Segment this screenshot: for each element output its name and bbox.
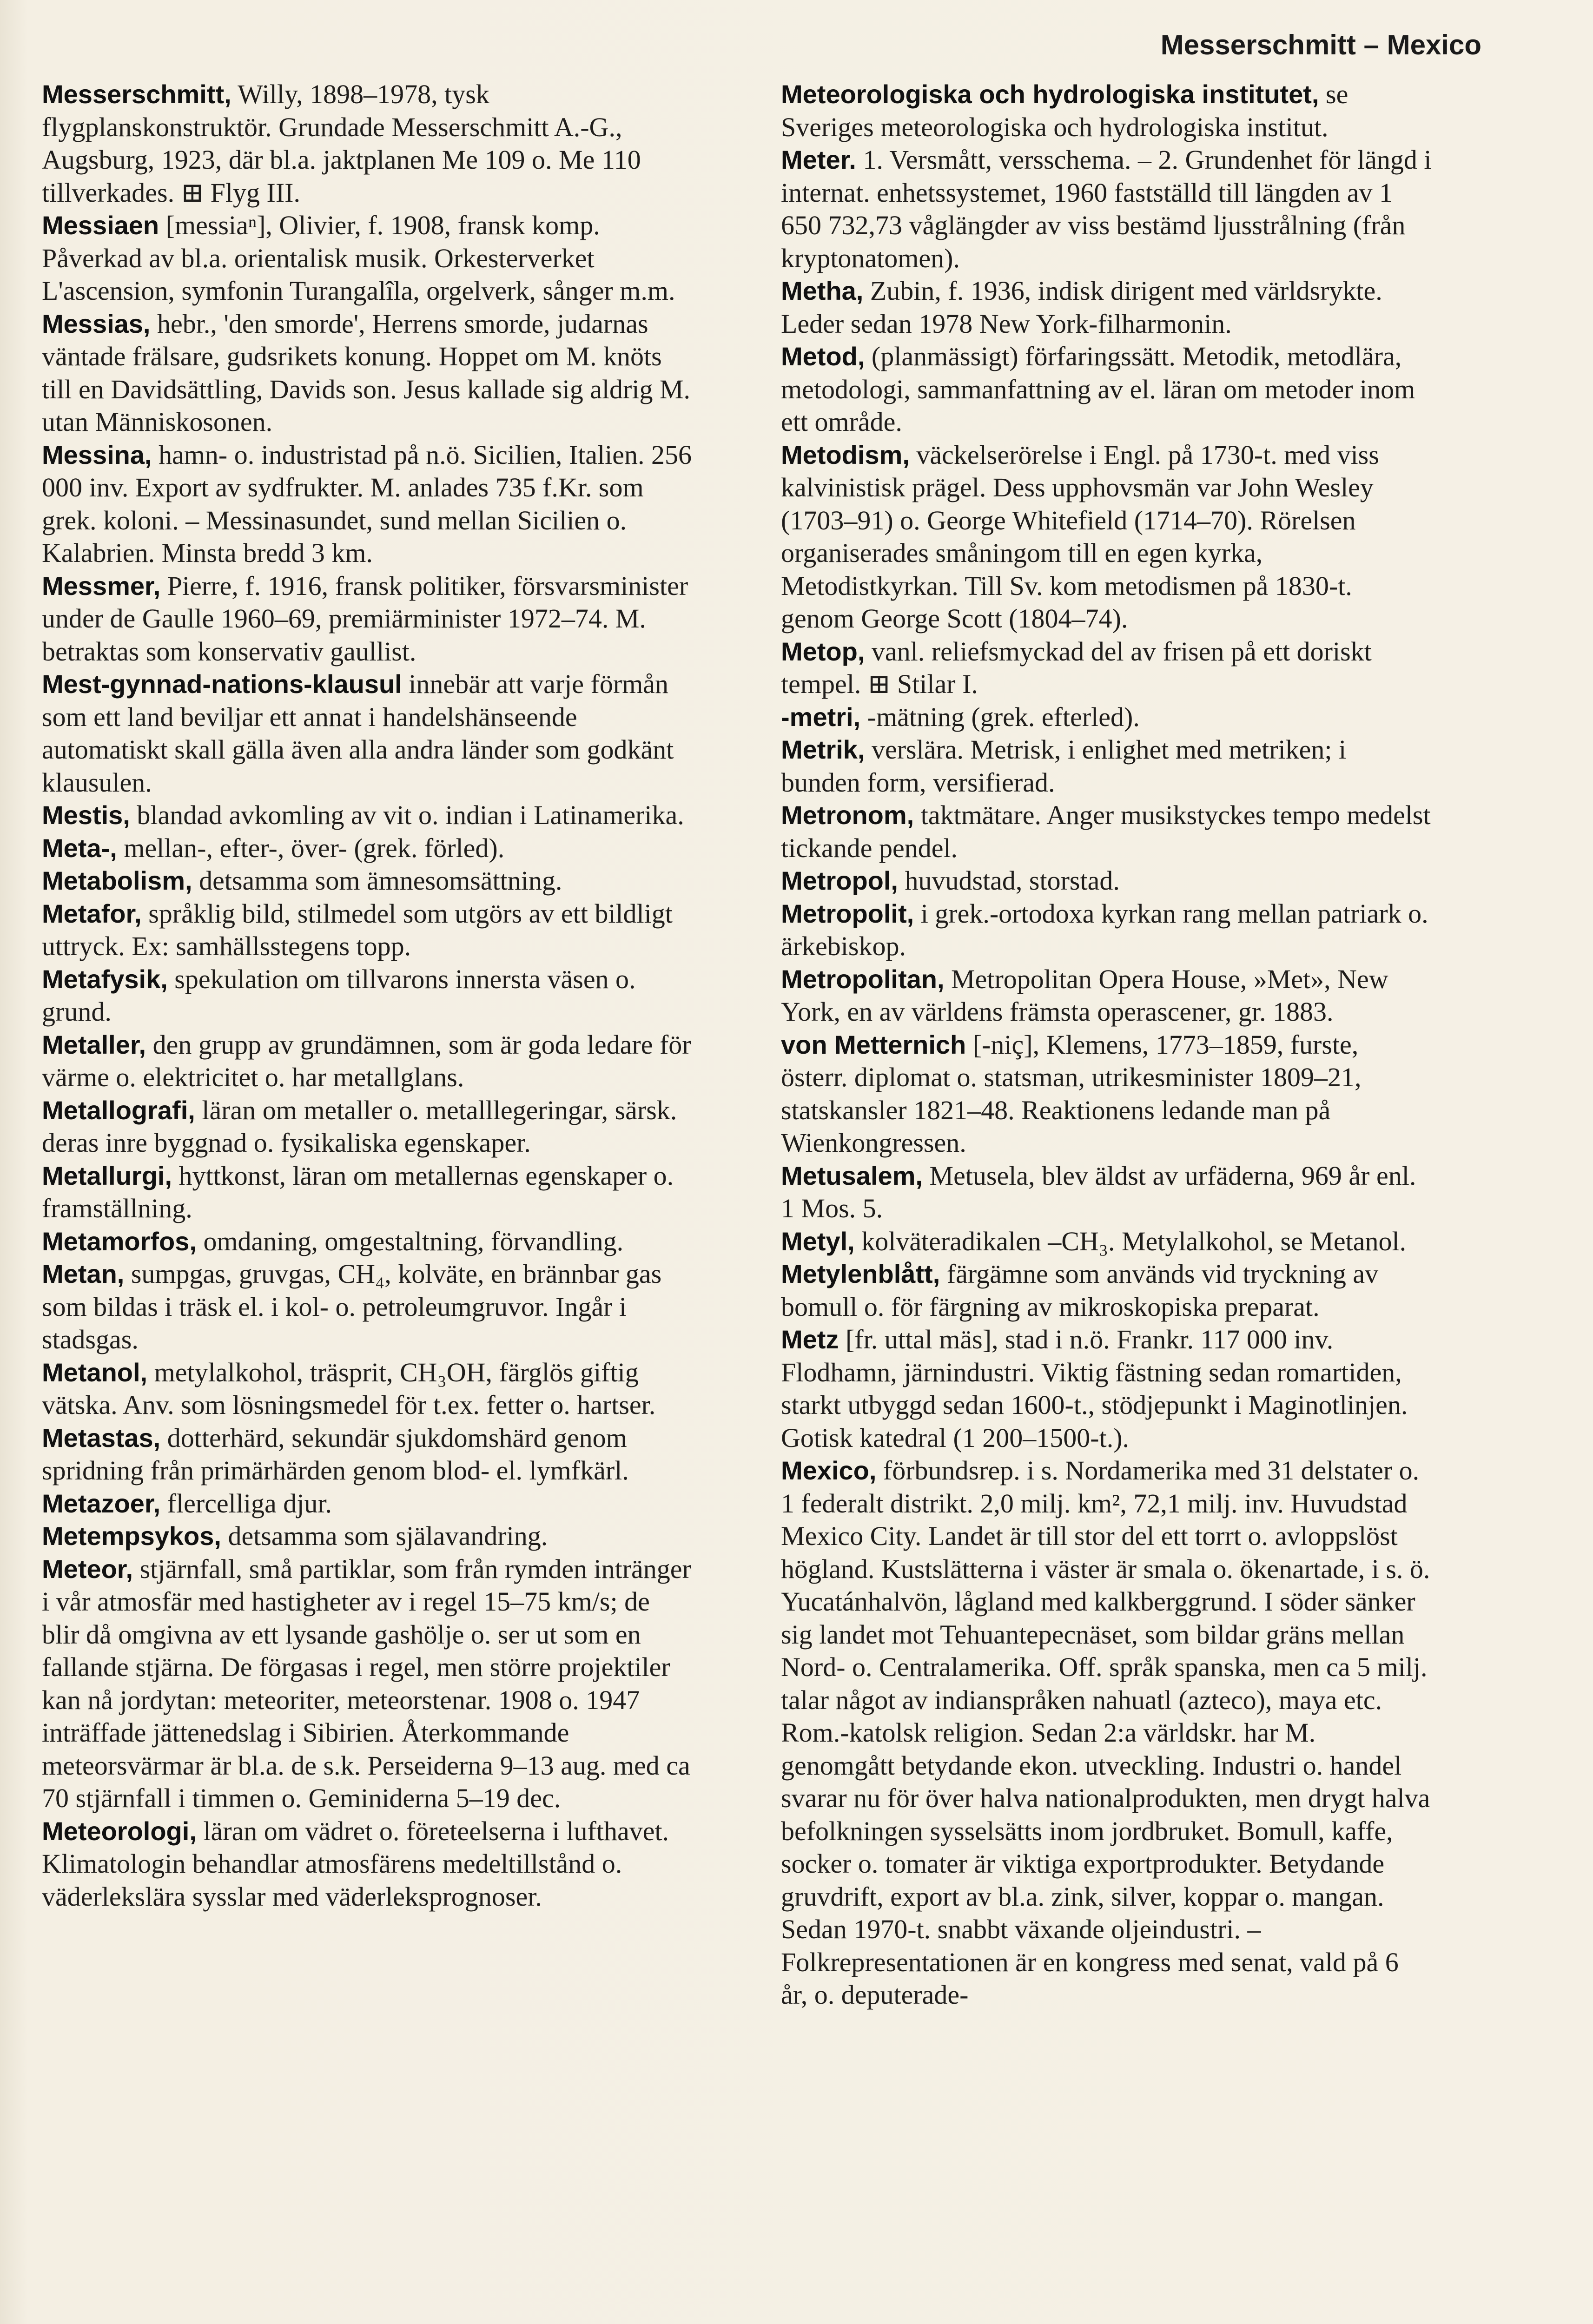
entry-headword: Metabolism, (42, 866, 192, 895)
entry-definition: flercelliga djur. (160, 1488, 332, 1519)
dictionary-entry (781, 340, 1432, 439)
dictionary-entry (781, 1323, 1432, 1454)
dictionary-entry (42, 898, 693, 963)
entry-definition: läran om vädret o. företeelserna i lufthavet. Klimatologin behandlar atmosfärens medeltillstånd o. väderlekslära sysslar med väderleksprognoser. (42, 1816, 669, 1912)
entry-headword: Metafysik, (42, 964, 168, 994)
entry-definition: blandad avkomling av vit o. indian i Latinamerika. (130, 800, 684, 830)
dictionary-entry (42, 1553, 693, 1815)
entry-definition: väckelserörelse i Engl. på 1730-t. med viss kalvinistisk prägel. Dess upphovsmän var John Wesley (1703–91) o. George Whitefield (1714–70). Rörelsen organiserades småningom till en egen kyrka, Metodistkyrkan. Till Sv. kom metodismen på 1830-t. genom George Scott (1804–74). (781, 439, 1379, 634)
dictionary-entry (42, 308, 693, 439)
entry-headword: Meteorologi, (42, 1816, 197, 1846)
entry-definition: hebr., 'den smorde', Herrens smorde, judarnas väntade frälsare, gudsrikets konung. Hoppet om M. knöts till en Davidsättling, Davids son. Jesus kallade sig aldrig M. utan Människosonen. (42, 308, 691, 437)
entry-headword: Metod, (781, 342, 865, 371)
entry-headword: Metop, (781, 636, 865, 666)
entry-definition: hamn- o. industristad på n.ö. Sicilien, Italien. 256 000 inv. Export av sydfrukter. M. anlades 735 f.Kr. som grek. koloni. – Messinasundet, sund mellan Sicilien o. Kalabrien. Minsta bredd 3 km. (42, 439, 692, 568)
dictionary-entry (781, 1454, 1432, 2012)
entry-headword: Messmer, (42, 571, 161, 601)
dictionary-entry (781, 963, 1432, 1029)
entry-headword: Messina, (42, 440, 152, 469)
entry-definition: [-niç], Klemens, 1773–1859, furste, österr. diplomat o. statsman, utrikesminister 1809–21, statskansler 1821–48. Reaktionens ledande man på Wienkongressen. (781, 1029, 1362, 1158)
dictionary-entry (781, 1029, 1432, 1160)
entry-definition: huvudstad, storstad. (898, 865, 1120, 896)
dictionary-entry (781, 78, 1432, 144)
entry-definition: (planmässigt) förfaringssätt. Metodik, metodlära, metodologi, sammanfattning av el. läran om metoder inom ett område. (781, 341, 1415, 437)
dictionary-entry (42, 799, 693, 832)
entry-headword: Metallografi, (42, 1095, 195, 1125)
entry-definition: förbundsrep. i s. Nordamerika med 31 delstater o. 1 federalt distrikt. 2,0 milj. km², 72,1 milj. inv. Huvudstad Mexico City. Landet är till stor del ett torrt o. avloppslöst högland. Kustslätterna i väster är smala o. ökenartade, i s. ö. Yucatánhalvön, lågland med kalkberggrund. I söder sänker sig landet mot Tehuantepecnäset, som bildar gräns mellan Nord- o. Centralamerika. Off. språk spanska, men ca 5 milj. talar något av indianspråken nahuatl (azteco), maya etc. Rom.-katolsk religion. Sedan 2:a världskr. har M. genomgått betydande ekon. utveckling. Industri o. handel svarar nu för över halva nationalprodukten, men drygt halva befolkningen sysselsätts inom jordbruket. Bomull, kaffe, socker o. tomater är viktiga exportprodukter. Betydande gruvdrift, export av bl.a. zink, silver, koppar o. mangan. Sedan 1970-t. snabbt växande oljeindustri. – Folkrepresentationen är en kongress med senat, vald på 6 år, o. deputerade- (781, 1455, 1430, 2010)
dictionary-entry (781, 144, 1432, 275)
running-head: Messerschmitt – Mexico (1160, 29, 1481, 60)
entry-headword: Metempsykos, (42, 1521, 221, 1551)
dictionary-entry (42, 1422, 693, 1487)
entry-headword: Metha, (781, 276, 864, 305)
entry-definition: sumpgas, gruvgas, CH₄, kolväte, en brännbar gas som bildas i träsk el. i kol- o. petroleumgruvor. Ingår i stadsgas. (42, 1259, 662, 1354)
dictionary-entry (42, 78, 693, 209)
dictionary-entry (42, 668, 693, 799)
dictionary-entry (781, 1160, 1432, 1225)
entry-headword: Messerschmitt, (42, 79, 231, 109)
entry-definition: kolväteradikalen –CH₃. Metylalkohol, se Metanol. (854, 1226, 1407, 1256)
entry-headword: Metazoer, (42, 1488, 161, 1518)
entry-definition: se Sveriges meteorologiska och hydrologiska institut. (781, 79, 1348, 142)
entry-headword: Messias, (42, 309, 151, 338)
entry-headword: Metyl, (781, 1226, 855, 1256)
entry-headword: Metallurgi, (42, 1161, 172, 1190)
entry-headword: Meteor, (42, 1554, 133, 1584)
entry-headword: Metaller, (42, 1030, 146, 1059)
entry-headword: Metropolit, (781, 898, 914, 928)
entry-definition: Metusela, blev äldst av urfäderna, 969 år enl. 1 Mos. 5. (781, 1160, 1416, 1223)
entry-headword: Metronom, (781, 800, 914, 830)
entry-headword: Metan, (42, 1259, 125, 1288)
entry-definition: 1. Versmått, versschema. – 2. Grundenhet för längd i internat. enhetssystemet, 1960 fastställd till längden av 1 650 732,73 våglängder av viss bestämd ljusstrålning (från kryptonatomen). (781, 145, 1432, 273)
entry-definition: spekulation om tillvarons innersta väsen o. grund. (42, 964, 636, 1027)
entry-headword: Meteorologiska och hydrologiska institutet, (781, 79, 1319, 109)
entry-definition: verslära. Metrisk, i enlighet med metriken; i bunden form, versifierad. (781, 734, 1347, 798)
entry-headword: Messiaen (42, 211, 159, 240)
entry-definition: detsamma som själavandring. (221, 1521, 548, 1551)
dictionary-entry (781, 898, 1432, 963)
entry-headword: Metrik, (781, 735, 865, 764)
entry-definition: detsamma som ämnesomsättning. (192, 865, 562, 896)
entry-headword: Metastas, (42, 1423, 161, 1452)
dictionary-entry (42, 832, 693, 865)
dictionary-entry (781, 799, 1432, 865)
dictionary-entry (781, 865, 1432, 898)
entry-headword: Metanol, (42, 1357, 148, 1387)
entry-headword: Mexico, (781, 1456, 877, 1485)
entry-headword: Mestis, (42, 800, 130, 830)
entry-headword: Metamorfos, (42, 1226, 197, 1256)
entry-headword: Mest-gynnad-nations-klausul (42, 669, 402, 699)
entry-definition: -mätning (grek. efterled). (860, 701, 1140, 732)
dictionary-entry (42, 1487, 693, 1520)
dictionary-entry (781, 733, 1432, 799)
entry-definition: hyttkonst, läran om metallernas egenskaper o. framställning. (42, 1160, 674, 1223)
dictionary-entry (781, 701, 1432, 734)
entry-definition: Zubin, f. 1936, indisk dirigent med världsrykte. Leder sedan 1978 New York-filharmonin. (781, 276, 1382, 339)
entry-definition: läran om metaller o. metalllegeringar, särsk. deras inre byggnad o. fysikaliska egenskaper. (42, 1095, 677, 1158)
entry-definition: dotterhärd, sekundär sjukdomshärd genom spridning från primärhärden genom blod- el. lymfkärl. (42, 1422, 629, 1486)
entry-headword: Meter. (781, 145, 856, 174)
entry-definition: färgämne som används vid tryckning av bomull o. för färgning av mikroskopiska preparat. (781, 1259, 1379, 1322)
left-column (42, 78, 693, 1913)
entry-definition: stjärnfall, små partiklar, som från rymden intränger i vår atmosfär med hastigheter av i regel 15–75 km/s; de blir då omgivna av ett lysande gashölje o. ser ut som en fallande stjärna. De förgasas i regel, men större projektiler kan nå jordytan: meteoriter, meteorstenar. 1908 o. 1947 inträffade jättenedslag i Sibirien. Återkommande meteorsvärmar är bl.a. de s.k. Perseiderna 9–13 aug. med ca 70 stjärnfall i timmen o. Geminiderna 5–19 dec. (42, 1553, 691, 1813)
entry-definition: i grek.-ortodoxa kyrkan rang mellan patriark o. ärkebiskop. (781, 898, 1428, 961)
dictionary-entry (42, 1094, 693, 1160)
entry-definition: mellan-, efter-, över- (grek. förled). (117, 832, 505, 863)
entry-definition: innebär att varje förmån som ett land beviljar ett annat i handelshänseende automatiskt skall gälla även alla andra länder som godkänt klausulen. (42, 669, 674, 798)
entry-headword: Metodism, (781, 440, 910, 469)
entry-definition: [fr. uttal mäs], stad i n.ö. Frankr. 117 000 inv. Flodhamn, järnindustri. Viktig fästning sedan romartiden, starkt utbyggd sedan 1600-t., stödjepunkt i Maginotlinjen. Gotisk katedral (1 200–1500-t.). (781, 1324, 1408, 1453)
entry-definition: metylalkohol, träsprit, CH₃OH, färglös giftig vätska. Anv. som lösningsmedel för t.ex. fetter o. hartser. (42, 1357, 656, 1420)
entry-headword: Metropolitan, (781, 964, 945, 994)
dictionary-entry (42, 963, 693, 1029)
right-column (781, 78, 1432, 2012)
entry-headword: von Metternich (781, 1030, 966, 1059)
dictionary-entry (781, 275, 1432, 340)
dictionary-entry (42, 865, 693, 898)
entry-headword: -metri, (781, 702, 861, 732)
entry-definition: den grupp av grundämnen, som är goda ledare för värme o. elektricitet o. har metallglans. (42, 1029, 691, 1092)
dictionary-entry (42, 1520, 693, 1553)
dictionary-entry (781, 635, 1432, 701)
entry-definition: språklig bild, stilmedel som utgörs av ett bildligt uttryck. Ex: samhällsstegens topp. (42, 898, 673, 961)
dictionary-entry (42, 439, 693, 570)
entry-headword: Metz (781, 1325, 839, 1354)
dictionary-entry (781, 439, 1432, 635)
entry-headword: Metusalem, (781, 1161, 923, 1190)
entry-headword: Metropol, (781, 866, 898, 895)
entry-headword: Metafor, (42, 898, 142, 928)
dictionary-entry (42, 1356, 693, 1422)
entry-headword: Meta-, (42, 833, 117, 863)
dictionary-entry (42, 209, 693, 308)
dictionary-entry (42, 1815, 693, 1914)
entry-definition: omdaning, omgestaltning, förvandling. (196, 1226, 624, 1256)
dictionary-entry (781, 1258, 1432, 1323)
dictionary-entry (42, 1225, 693, 1258)
dictionary-entry (781, 1225, 1432, 1258)
dictionary-entry (42, 1160, 693, 1225)
entry-definition: Pierre, f. 1916, fransk politiker, försvarsminister under de Gaulle 1960–69, premiärminister 1972–74. M. betraktas som konservativ gaullist. (42, 570, 688, 667)
dictionary-entry (42, 1029, 693, 1094)
entry-definition: Willy, 1898–1978, tysk flygplanskonstruktör. Grundade Messerschmitt A.-G., Augsburg, 1923, där bl.a. jaktplanen Me 109 o. Me 110 tillverkades. ⊞ Flyg III. (42, 79, 641, 208)
dictionary-entry (42, 1258, 693, 1356)
entry-headword: Metylenblått, (781, 1259, 940, 1288)
dictionary-entry (42, 570, 693, 668)
entry-definition: [messiaⁿ], Olivier, f. 1908, fransk komp. Påverkad av bl.a. orientalisk musik. Orkesterverket L'ascension, symfonin Turangalîla, orgelverk, sånger m.m. (42, 210, 675, 306)
entry-definition: vanl. reliefsmyckad del av frisen på ett doriskt tempel. ⊞ Stilar I. (781, 636, 1372, 699)
entry-definition: taktmätare. Anger musikstyckes tempo medelst tickande pendel. (781, 800, 1431, 863)
entry-definition: Metropolitan Opera House, »Met», New York, en av världens främsta operascener, gr. 1883. (781, 964, 1388, 1027)
